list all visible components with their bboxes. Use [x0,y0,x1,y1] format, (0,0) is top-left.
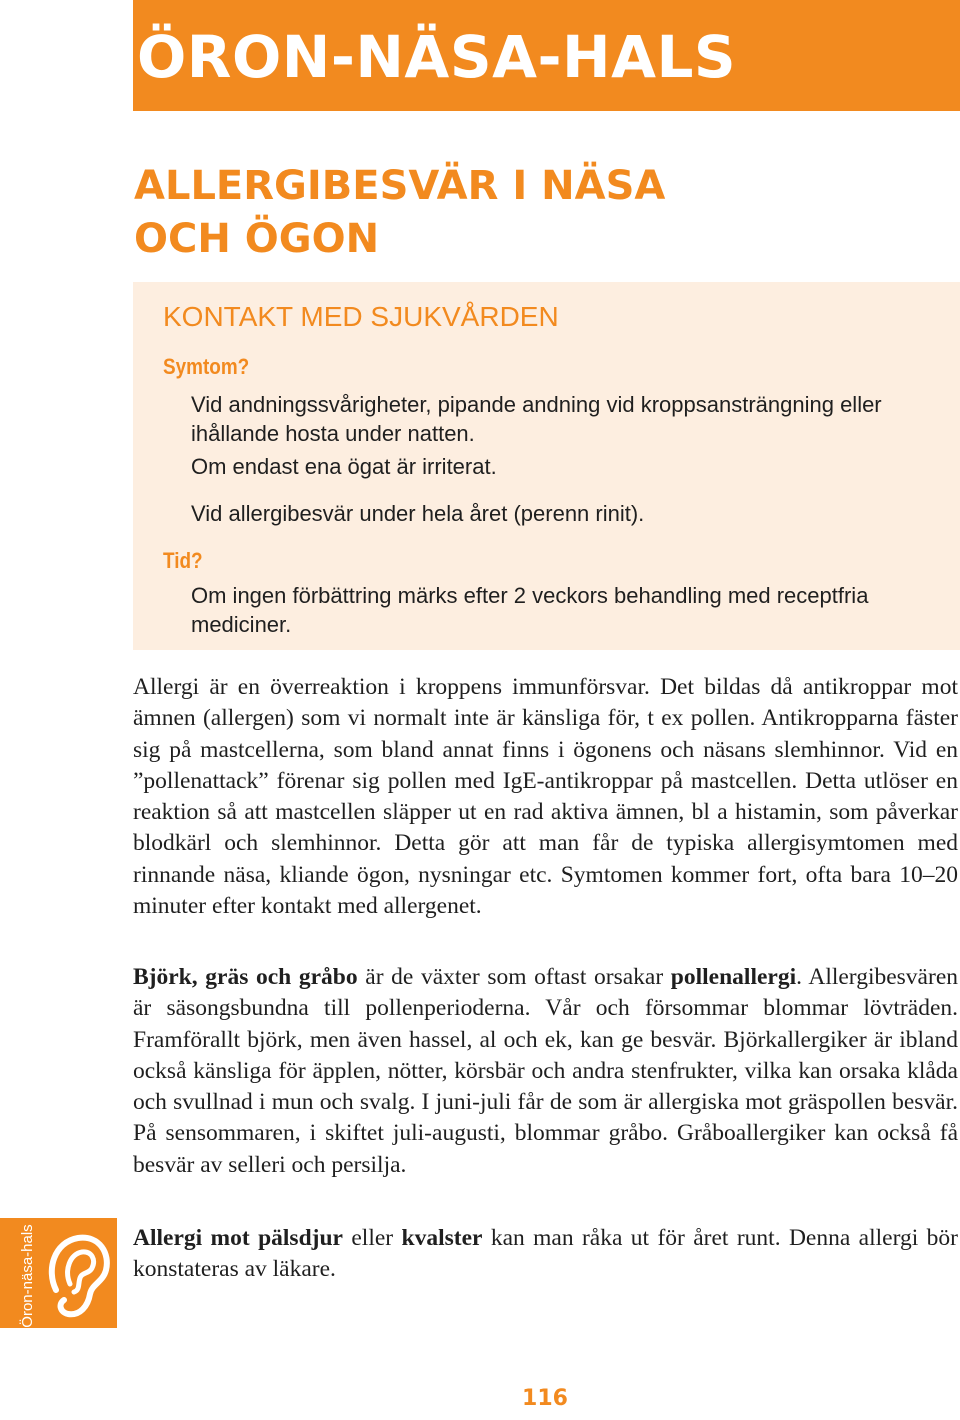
symptom-item-1: Vid andningssvårigheter, pipande andning vid kroppsansträngning eller ihållande hosta under natten. [191,392,882,446]
bold-pollen-allergy: pollenallergi [670,964,797,990]
text-segment: eller [342,1225,402,1251]
article-title-line-1: ALLERGIBESVÄR I NÄSA [134,163,666,209]
bold-plants: Björk, gräs och gråbo [133,964,358,990]
contact-healthcare-box [133,282,960,650]
ear-icon [44,1230,114,1320]
symptom-item-2: Om endast ena ögat är irriterat. [191,454,497,479]
section-banner [133,0,960,111]
bold-pet-allergy: Allergi mot pälsdjur [133,1225,343,1251]
symptom-item-3: Vid allergibesvär under hela året (perenn rinit). [191,501,645,526]
box-heading: KONTAKT MED SJUKVÅRDEN [163,301,559,332]
section-side-tab [0,1218,117,1328]
time-item-1: Om ingen förbättring märks efter 2 veckors behandling med receptfria mediciner. [191,583,869,637]
text-segment: är de växter som oftast orsakar [357,964,671,990]
paragraph-pollen-allergy [133,962,958,1181]
paragraph-pet-allergy [133,1223,958,1286]
time-label: Tid? [163,548,203,573]
text-segment: kan man råka ut för året runt. Denna allergi bör konstateras av läkare. [133,1225,958,1283]
page-number: 116 [522,1386,568,1411]
text-segment: . Allergibesvären är säsongsbundna till pollenperioderna. Vår och försommar blommar lövträden. Framförallt björk, men även hassel, al och ek, kan ge besvär. Björkallergiker är ibland också känsliga för äpplen, nötter, körsbär och andra stenfrukter, vilka kan orsaka klåda och svullnad i mun och svalg. I juni-juli får de som är allergiska mot gräspollen besvär. På sensommaren, i skiftet juli-augusti, blommar gråbo. Gråboallergiker kan också få besvär av selleri och persilja. [133,964,958,1178]
paragraph-allergy-intro: Allergi är en överreaktion i kroppens immunförsvar. Det bildas då antikroppar mot ämnen (allergen) som vi normalt inte är känsliga för, t ex pollen. Antikropparna fäster sig på mastcellerna, som bland annat finns i ögonens och näsans slemhinnor. Vid en ”pollenattack” förenar sig pollen med IgE-antikroppar på mastcellen. Detta utlöser en reaktion så att mastcellen släpper ut en rad aktiva ämnen, bl a histamin, som påverkar blodkärl och slemhinnor. Detta gör att man får de typiska allergisymtomen med rinnande näsa, kliande ögon, nysningar etc. Symtomen kommer fort, ofta bara 10–20 minuter efter kontakt med allergenet. [133,674,958,920]
symptom-label: Symtom? [163,354,250,379]
article-title-line-2: OCH ÖGON [134,216,380,262]
bold-mites: kvalster [401,1225,483,1251]
section-title: ÖRON-NÄSA-HALS [137,23,737,91]
article-title [134,160,665,266]
side-tab-label: Öron-näsa-hals [19,1224,36,1328]
